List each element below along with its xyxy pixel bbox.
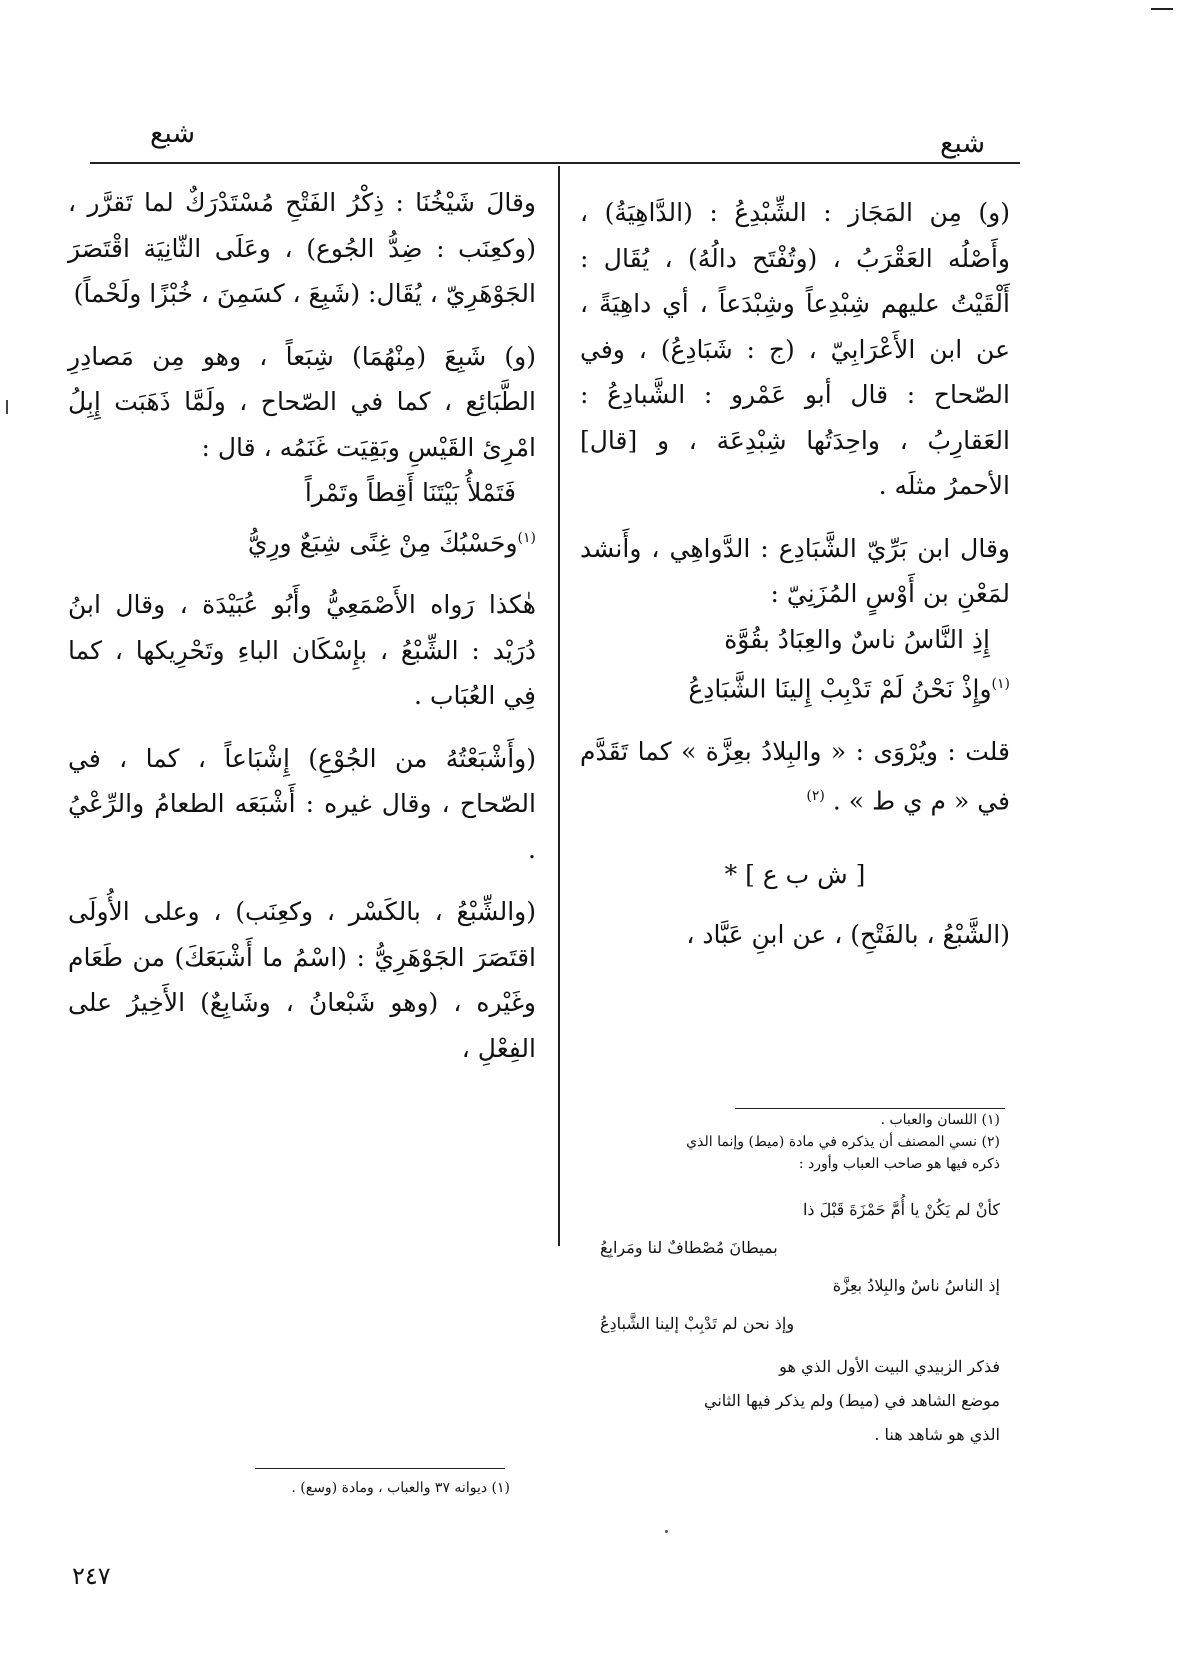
paragraph: (و) مِن المَجَاز : الشِّبْدِعُ : (الدَّاهِيَةُ) ، وأَصْلُه العَقْرَبُ ، (وتُفْتَح دالُهُ) ، يُقَال : أَلْقَيْتُ عليهم شِبْدِعاً وشِبْدَعاً ، أي داهِيَةً ، عن ابن الأَعْرَابِيّ ، (ج : شَبَادِعُ) ، وفي الصّحاح : قال أبو عَمْرو : الشَّبادِعُ : العَقارِبُ ، واحِدَتُها شِبْدِعَة ، و [قال] الأحمرُ مثلَه .	[580, 198, 1010, 500]
footnote-verse: إذ الناسُ ناسٌ والبِلادُ بعِزَّة	[832, 1276, 1000, 1295]
footnote-text: فذكر الزبيدي البيت الأول الذي هو	[779, 1357, 1000, 1376]
verse-hemistich-first: فَتَمْلأُ بَيْتَنَا أَقِطاً وتَمْراً	[304, 478, 516, 507]
footnote: (١) ديوانه ٣٧ والعباب ، ومادة (وسع) .	[291, 1480, 510, 1496]
paragraph: (والشِّبْعُ ، بالكَسْر ، وكعِنَب) ، وعلى الأُولَى اقتَصَرَ الجَوْهَرِيُّ : (اسْمُ ما أَشْبَعَكَ) من طَعَام وغَيْره ، (وهو شَبْعانُ ، وشَابِعٌ) الأَخِيرُ على الفِعْلِ ،	[68, 897, 536, 1063]
paragraph: (الشَّبْعُ ، بالفَتْحِ) ، عن ابنِ عَبَّاد ،	[686, 919, 1010, 949]
column-divider	[558, 166, 560, 1246]
footnote-verse: بميطانَ مُصْطافٌ لنا ومَرابِعُ	[600, 1238, 778, 1257]
entry-heading: [ ش ب ع ] *	[724, 860, 866, 890]
right-column	[580, 190, 1010, 957]
page-number: ٢٤٧	[72, 1562, 111, 1590]
verse-hemistich-second	[580, 662, 1010, 712]
footnote: (٢) نسي المصنف أن يذكره في مادة (ميط) وإنما الذي	[686, 1134, 1000, 1150]
footnote-text: موضع الشاهد في (ميط) ولم يذكر فيها الثاني	[704, 1391, 1000, 1410]
paragraph: وقالَ شَيْخُنَا : ذِكْرُ الفَتْحِ مُسْتَدْرَكٌ لما تَقرَّر ، (وكعِنَب : ضِدُّ الجُوع) ، وعَلَى الثّانِيَة اقْتَصَرَ الجَوْهَرِيّ ، يُقَال: (شَبِعَ ، كسَمِنَ ، خُبْزًا ولَحْماً)	[68, 188, 536, 308]
running-head-right: شبع	[940, 128, 986, 159]
paragraph: وقال ابن بَرِّيّ الشَّبَادِع : الدَّواهِي ، وأَنشد لمَعْنِ بن أَوْسٍ المُزَنِيّ :	[580, 533, 1010, 608]
margin-mark	[6, 400, 8, 414]
footnote-rule	[735, 1108, 1005, 1109]
footnote-verse: وإذ نحن لم تَدْبِبْ إلينا الشَّبادِعُ	[600, 1314, 795, 1333]
footnote-ref: (١)	[517, 529, 536, 546]
verse-text: وحَسْبُكَ مِنْ غِنًى شِبَعٌ ورِيُّ	[247, 527, 518, 557]
footnote-verse: كأنْ لم يَكُنْ يا أُمَّ حَمْزَةَ قَبْلَ ذا	[802, 1200, 1000, 1219]
footnote-continuation: ذكره فيها هو صاحب العباب وأورد :	[798, 1156, 1000, 1172]
left-column	[68, 180, 536, 1071]
paragraph: (وأَشْبَعْتُهُ من الجُوْعِ) إِشْبَاعاً ، كما ، في الصّحاح ، وقال غيره : أَشْبَعَه الطعامُ والرِّعْيُ .	[68, 743, 536, 864]
footnote-rule	[255, 1468, 505, 1469]
footnote-ref: (٢)	[806, 788, 825, 805]
verse-text: وإِذْ نَحْنُ لَمْ تَدْبِبْ إِلينَا الشَّبَادِعُ	[688, 674, 992, 704]
corner-crop-mark	[1151, 8, 1173, 10]
footnote-ref: (١)	[991, 676, 1010, 692]
paragraph: (و) شَبِعَ (مِنْهُمَا) شِبَعاً ، وهو مِن مَصادِرِ الطَّبَائِع ، كما في الصّحاح ، ولَمَّا ذَهَبَت إِبِلُ امْرِئ القَيْسِ وبَقِيَت غَنَمُه ، قال :	[68, 341, 536, 462]
verse-hemistich-first: إِذِ النَّاسُ ناسٌ والعِبَادُ بقُوَّة	[724, 624, 990, 654]
footnote: (١) اللسان والعباب .	[880, 1112, 1000, 1128]
header-rule	[90, 162, 1020, 164]
paragraph: هٰكذا رَواه الأَصْمَعِيُّ وأَبُو عُبَيْدَة ، وقال ابنُ دُرَيْد : الشِّبْعُ ، بإِسْكَان الباءِ وتَحْرِيكها ، كما فِي العُبَاب .	[68, 590, 536, 711]
paragraph	[580, 729, 1010, 824]
footnote-text: الذي هو شاهد هنا .	[874, 1425, 1000, 1444]
running-head-left: شبع	[150, 118, 196, 149]
verse-hemistich-second	[68, 516, 536, 566]
scan-speck	[665, 1530, 668, 1533]
paragraph-text: قلت : ويُرْوَى : « والبِلادُ بعِزَّة » كما تَقَدَّم في « م ي ط » .	[580, 736, 1010, 816]
